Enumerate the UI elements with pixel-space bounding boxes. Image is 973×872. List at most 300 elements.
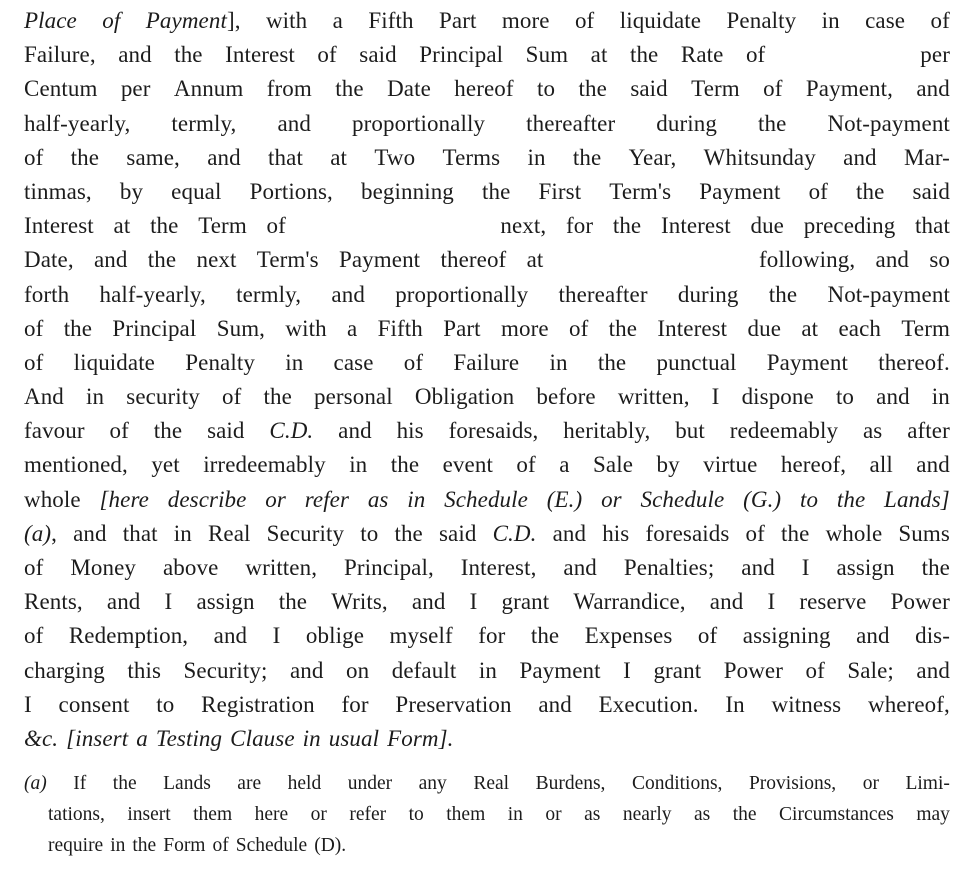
word: Whitsunday: [703, 144, 816, 170]
word: tinmas,: [24, 178, 92, 204]
body-line: [24, 380, 950, 414]
word: are: [237, 773, 262, 794]
word: whole: [825, 520, 883, 546]
word: written,: [245, 555, 318, 580]
word: the: [63, 315, 93, 341]
body-line: [24, 209, 950, 243]
word: to: [799, 486, 819, 512]
word: as: [584, 804, 601, 825]
word: in: [285, 349, 304, 375]
word: of: [24, 555, 44, 580]
word: with: [265, 8, 308, 33]
word: said: [630, 76, 668, 102]
word: First: [538, 178, 582, 204]
word: Rents,: [24, 589, 83, 615]
word: (a): [24, 773, 47, 794]
word: Registration: [201, 691, 315, 717]
word: any: [418, 773, 447, 794]
word: in: [110, 835, 126, 856]
word: the: [856, 178, 885, 204]
body-line: [24, 312, 950, 346]
word: of: [745, 520, 765, 546]
word: Testing: [155, 725, 223, 751]
word: and: [213, 623, 248, 649]
word: and: [207, 144, 241, 170]
body-line: [24, 448, 950, 482]
word: Failure,: [24, 42, 96, 68]
word: C.D.: [492, 520, 537, 546]
word: of: [808, 178, 828, 204]
word: the: [150, 213, 179, 239]
word: C.D.: [269, 418, 314, 444]
word: in: [86, 384, 105, 410]
word: to: [835, 384, 855, 410]
word: for: [341, 691, 369, 717]
word: of: [697, 623, 718, 649]
word: and: [875, 247, 910, 273]
word: during: [656, 110, 717, 136]
word: I: [469, 589, 478, 615]
word: and: [856, 623, 890, 649]
word: in: [549, 349, 568, 375]
word: Limi-: [905, 773, 950, 794]
word: Term: [198, 213, 247, 239]
word: charging: [24, 657, 105, 683]
word: of: [24, 349, 44, 375]
word: Writs,: [331, 589, 388, 615]
word: Sale: [593, 452, 634, 478]
word: describe: [167, 486, 247, 512]
word: Money: [70, 555, 136, 580]
word: (D).: [314, 835, 347, 856]
word: grant: [501, 589, 550, 615]
word: reserve: [799, 589, 867, 615]
word: tations,: [48, 804, 105, 825]
word: Failure: [453, 349, 520, 375]
word: In: [725, 691, 745, 717]
word: I: [711, 384, 720, 410]
word: and: [709, 589, 744, 615]
word: Payment,: [805, 76, 893, 102]
body-line: [24, 688, 950, 722]
word: Rate: [680, 42, 724, 68]
word: at: [526, 247, 544, 273]
word: event: [442, 452, 493, 478]
word: witness: [771, 691, 842, 717]
word: in: [302, 725, 321, 751]
word: in: [821, 8, 840, 33]
word: the: [132, 835, 157, 856]
word: hereof: [454, 76, 514, 102]
word: yet: [151, 452, 180, 478]
word: Security: [266, 520, 345, 546]
word: under: [347, 773, 393, 794]
word: Mar-: [903, 144, 950, 170]
word: a: [347, 315, 358, 341]
word: I: [623, 657, 631, 683]
body-line: [24, 483, 950, 517]
body-line: [24, 654, 950, 688]
word: Interest: [660, 213, 731, 239]
word: Real: [207, 520, 251, 546]
word: and: [73, 520, 107, 546]
body-line: [24, 346, 950, 380]
word: Date: [387, 76, 431, 102]
word: a: [136, 725, 148, 751]
word: insert: [127, 804, 171, 825]
word: Form].: [387, 725, 454, 751]
word: heritably,: [563, 418, 651, 444]
word: termly,: [171, 110, 237, 136]
word: I: [767, 589, 776, 615]
word: I: [801, 555, 810, 580]
word: assigning: [742, 623, 831, 649]
word: but: [675, 418, 705, 444]
word: thereof.: [878, 349, 950, 375]
word: a: [559, 452, 570, 478]
word: and: [741, 555, 775, 580]
word: Payment: [519, 657, 601, 683]
word: and: [538, 691, 572, 717]
word: whereof,: [868, 691, 950, 717]
word: case: [333, 349, 374, 375]
word: of: [317, 42, 337, 68]
word: Terms: [442, 144, 501, 170]
word: thereof: [440, 247, 507, 273]
word: from: [266, 76, 312, 102]
word: Conditions,: [631, 773, 723, 794]
word: before: [536, 384, 596, 410]
word: the: [335, 76, 364, 102]
word: of: [805, 657, 825, 683]
word: Security;: [183, 657, 268, 683]
word: mentioned,: [24, 452, 128, 478]
word: in: [527, 144, 546, 170]
word: Sum: [525, 42, 569, 68]
word: in: [407, 486, 426, 512]
word: a: [332, 8, 343, 33]
footnote-line: [24, 768, 950, 799]
word: Term's: [256, 247, 319, 273]
word: and: [277, 110, 311, 136]
word: and: [106, 589, 141, 615]
word: and: [916, 657, 950, 683]
word: Term: [901, 315, 950, 341]
word: the: [629, 42, 659, 68]
word: Annum: [173, 76, 244, 102]
word: preceding: [803, 213, 896, 239]
word: for: [478, 623, 506, 649]
word: on: [346, 657, 370, 683]
body-line: [24, 141, 950, 175]
word: and: [916, 452, 950, 478]
word: or: [265, 486, 286, 512]
word: usual: [328, 725, 380, 751]
word: personal: [314, 384, 393, 410]
word: to: [360, 520, 379, 546]
word: Redemption,: [68, 623, 189, 649]
word: at: [330, 144, 348, 170]
word: Penalties;: [623, 555, 715, 580]
word: Burdens,: [535, 773, 606, 794]
body-line: [24, 72, 950, 106]
word: refer: [304, 486, 350, 512]
word: Real: [473, 773, 510, 794]
word: virtue: [703, 452, 758, 478]
word: Not-payment: [827, 281, 950, 307]
word: Schedule: [640, 486, 725, 512]
word: forth: [24, 281, 70, 307]
word: equal: [171, 178, 222, 204]
word: refer: [349, 804, 387, 825]
word: and: [93, 247, 128, 273]
word: following,: [759, 247, 856, 273]
word: Term's: [609, 178, 672, 204]
word: Clause: [230, 725, 295, 751]
word: due: [750, 213, 784, 239]
word: Lands]: [884, 486, 950, 512]
word: held: [287, 773, 322, 794]
word: in: [478, 657, 497, 683]
word: so: [929, 247, 950, 273]
word: may: [916, 804, 950, 825]
word: the: [482, 178, 511, 204]
word: (E.): [546, 486, 583, 512]
word: Interest: [657, 315, 728, 341]
word: them: [193, 804, 233, 825]
word: Warrandice,: [573, 589, 686, 615]
word: Sale;: [847, 657, 894, 683]
footnote-line: [24, 799, 950, 830]
word: his: [396, 418, 424, 444]
word: in: [349, 452, 368, 478]
word: of: [24, 144, 44, 170]
word: to: [537, 76, 556, 102]
word: said: [359, 42, 397, 68]
word: each: [838, 315, 882, 341]
word: Year,: [628, 144, 677, 170]
word: Power: [723, 657, 783, 683]
word: of: [516, 452, 536, 478]
word: above: [162, 555, 219, 580]
word: and: [876, 384, 910, 410]
word: written,: [617, 384, 690, 410]
word: Preservation: [395, 691, 512, 717]
word: and: [290, 657, 324, 683]
word: And: [24, 384, 64, 410]
word: half-yearly,: [24, 110, 131, 136]
word: favour: [24, 418, 85, 444]
word: Lands: [163, 773, 211, 794]
word: thereafter: [526, 110, 616, 136]
word: of: [403, 349, 424, 375]
word: proportionally: [352, 110, 486, 136]
word: [here: [99, 486, 149, 512]
word: of: [24, 315, 44, 341]
word: the: [578, 76, 607, 102]
word: security: [126, 384, 200, 410]
word: the: [768, 281, 798, 307]
word: of: [24, 623, 44, 649]
word: or: [601, 486, 622, 512]
word: by: [656, 452, 680, 478]
word: the: [390, 452, 420, 478]
body-line: [24, 38, 950, 72]
word: Payment],: [145, 8, 241, 33]
word: proportionally: [395, 281, 529, 307]
word: the: [530, 623, 560, 649]
word: the: [732, 804, 757, 825]
word: Execution.: [598, 691, 699, 717]
word: oblige: [305, 623, 365, 649]
word: or: [545, 804, 562, 825]
word: I: [272, 623, 281, 649]
word: the: [572, 144, 602, 170]
word: of: [745, 42, 766, 68]
footnote-line: [24, 830, 950, 861]
word: all: [869, 452, 893, 478]
word: at: [113, 213, 131, 239]
word: this: [127, 657, 162, 683]
word: default: [391, 657, 457, 683]
word: to: [408, 804, 424, 825]
word: said: [207, 418, 245, 444]
word: Date,: [24, 247, 74, 273]
word: Interest,: [460, 555, 537, 580]
word: as: [862, 418, 883, 444]
word: Provisions,: [748, 773, 837, 794]
word: foresaids,: [448, 418, 539, 444]
word: next: [196, 247, 237, 273]
word: of: [266, 213, 286, 239]
word: per: [920, 42, 950, 68]
word: during: [677, 281, 739, 307]
body-line: [24, 175, 950, 209]
word: due: [747, 315, 782, 341]
word: punctual: [656, 349, 737, 375]
word: or: [310, 804, 327, 825]
word: I: [24, 691, 32, 717]
word: in: [931, 384, 950, 410]
word: dispone: [741, 384, 814, 410]
word: assign: [836, 555, 895, 580]
word: same,: [126, 144, 180, 170]
word: Not-payment: [827, 110, 950, 136]
word: the: [174, 42, 203, 68]
word: foresaids: [645, 520, 730, 546]
word: Principal: [419, 42, 504, 68]
body-line: [24, 278, 950, 312]
word: assign: [196, 589, 255, 615]
word: by: [119, 178, 144, 204]
word: Expenses: [584, 623, 673, 649]
word: Portions,: [249, 178, 333, 204]
word: and: [118, 42, 152, 68]
word: irredeemably: [203, 452, 326, 478]
word: Circumstances: [779, 804, 894, 825]
word: said: [912, 178, 950, 204]
word: the: [147, 247, 177, 273]
word: that: [122, 520, 158, 546]
word: liquidate: [73, 349, 155, 375]
word: of: [574, 8, 595, 33]
word: Interest: [225, 42, 295, 68]
word: the: [757, 110, 787, 136]
body-line: [24, 414, 950, 448]
word: redeemably: [729, 418, 839, 444]
word: myself: [389, 623, 453, 649]
word: them: [446, 804, 486, 825]
body-line: [24, 722, 950, 756]
word: the: [153, 418, 183, 444]
word: in: [173, 520, 192, 546]
word: &c.: [24, 725, 59, 751]
word: Centum: [24, 76, 98, 102]
body-line: [24, 551, 950, 585]
word: grant: [653, 657, 702, 683]
word: If: [73, 773, 87, 794]
word: Two: [374, 144, 416, 170]
word: I: [164, 589, 173, 615]
word: nearly: [622, 804, 672, 825]
word: the: [608, 315, 638, 341]
word: more: [500, 315, 549, 341]
word: of: [568, 315, 589, 341]
word: Fifth: [377, 315, 423, 341]
word: Part: [439, 8, 477, 33]
word: of: [222, 384, 242, 410]
word: as: [367, 486, 389, 512]
body-line: [24, 243, 950, 277]
word: and: [563, 555, 597, 580]
word: Penalty: [185, 349, 255, 375]
word: as: [694, 804, 711, 825]
word: case: [865, 8, 906, 33]
word: of: [102, 8, 121, 33]
word: beginning: [361, 178, 454, 204]
word: Payment: [699, 178, 781, 204]
word: in: [507, 804, 523, 825]
word: Form: [163, 835, 206, 856]
word: Schedule: [444, 486, 528, 512]
word: for: [565, 213, 594, 239]
word: Sum,: [216, 315, 266, 341]
word: the: [781, 520, 810, 546]
word: here: [254, 804, 289, 825]
word: liquidate: [619, 8, 702, 33]
word: more: [501, 8, 550, 33]
word: and: [552, 520, 587, 546]
word: to: [156, 691, 175, 717]
word: Payment: [338, 247, 421, 273]
word: that: [915, 213, 950, 239]
word: consent: [58, 691, 130, 717]
word: (a),: [24, 520, 57, 546]
word: the: [263, 384, 292, 410]
word: the: [70, 144, 100, 170]
word: the: [112, 773, 137, 794]
word: at: [801, 315, 819, 341]
word: after: [907, 418, 950, 444]
body-line: [24, 107, 950, 141]
word: and: [916, 76, 950, 102]
word: dis-: [915, 623, 950, 649]
word: Schedule: [235, 835, 308, 856]
word: of: [930, 8, 950, 33]
word: hereof,: [780, 452, 847, 478]
word: Fifth: [368, 8, 414, 33]
word: of: [763, 76, 783, 102]
